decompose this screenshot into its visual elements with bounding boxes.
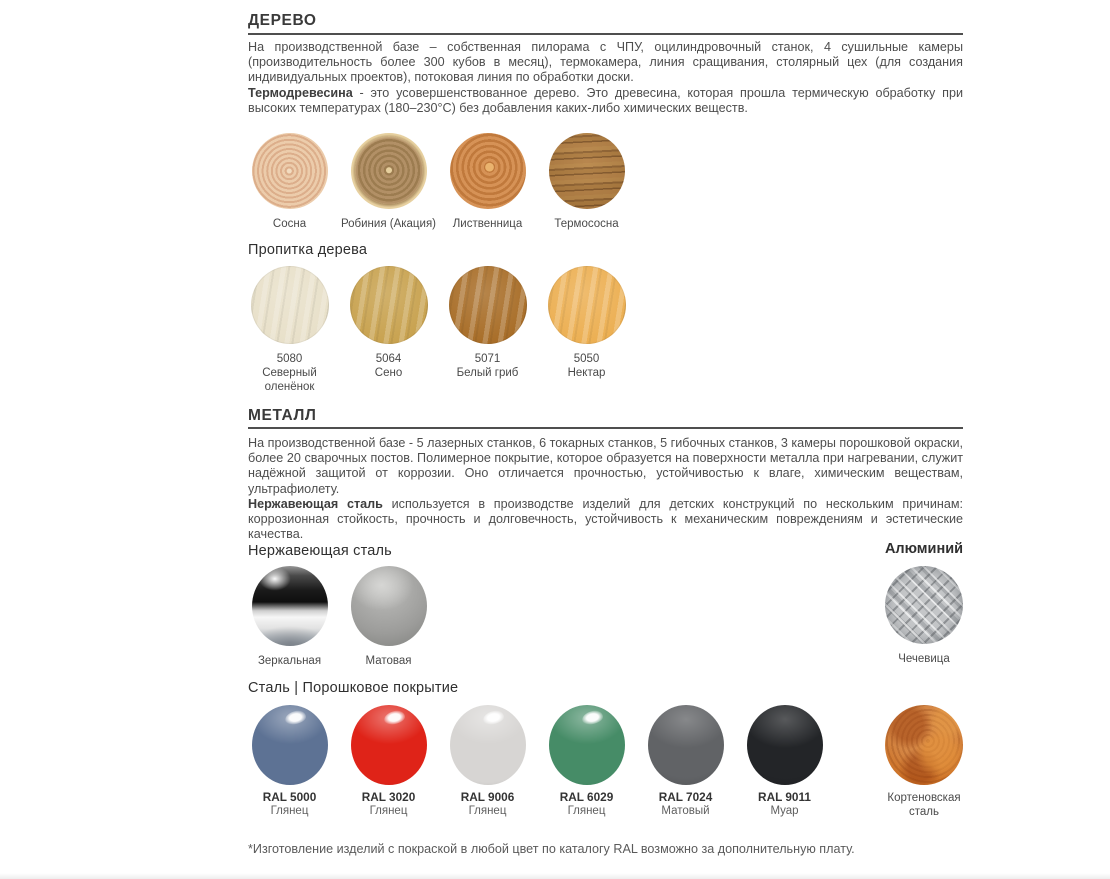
wood-species-label: Робиния (Акация): [340, 218, 436, 230]
impregnation-item: [438, 266, 537, 394]
stainless-item: [339, 566, 438, 668]
wood-intro-paragraph: На производственной базе – собственная пилорама с ЧПУ, оцилиндровочный станок, 4 сушильные камеры (производительность более 300 кубов в месяц), термокамера, линия сращивания, столярный цех (для создания индивидуальных проектов), потоковая линия по обработки доски.: [248, 40, 963, 85]
impregnation-row: [240, 266, 636, 394]
aluminum-column: [872, 541, 976, 666]
impregnation-name: Северный оленёнок: [262, 367, 317, 393]
impregnation-item: [339, 266, 438, 394]
page-bottom-edge: [0, 873, 1110, 879]
wood-species-label: Термососна: [554, 218, 619, 230]
wood-species-item: [339, 133, 438, 231]
metal-intro-block: [248, 436, 963, 542]
powder-coating-title: Сталь | Порошковое покрытие: [248, 680, 459, 696]
metal-section-divider: [248, 427, 963, 429]
ral-item: [636, 705, 735, 818]
impregnation-title: Пропитка дерева: [248, 242, 368, 258]
impregnation-swatch-5050: [548, 266, 626, 344]
ral-code: RAL 6029: [559, 790, 614, 804]
wood-intro-block: [248, 40, 963, 116]
wood-species-label: Сосна: [272, 218, 307, 230]
ral-swatch-9011: [747, 705, 823, 785]
wood-species-row: [240, 133, 636, 231]
impregnation-swatch-5080: [251, 266, 329, 344]
impregnation-code: 5080: [276, 353, 303, 365]
wood-swatch-pine: [252, 133, 328, 209]
ral-swatch-5000: [252, 705, 328, 785]
thermowood-paragraph: [248, 86, 963, 116]
impregnation-caption: [247, 352, 333, 394]
stainless-label: Матовая: [365, 655, 412, 667]
stainless-item: [240, 566, 339, 668]
ral-finish: Матовый: [661, 805, 710, 817]
stainless-swatch-mirror: [252, 566, 328, 646]
stainless-title: Нержавеющая сталь: [248, 543, 392, 559]
impregnation-item: [537, 266, 636, 394]
impregnation-code: 5050: [573, 353, 600, 365]
thermowood-text: - это усовершенствованное дерево. Это древесина, которая прошла термическую обработку при высоких температурах (180–230°C) без добавления каких-либо химических веществ.: [248, 85, 963, 115]
stainless-label: Зеркальная: [257, 655, 322, 667]
wood-species-item: [537, 133, 636, 231]
impregnation-caption: [544, 352, 630, 380]
ral-row: [240, 705, 834, 818]
impregnation-swatch-5064: [350, 266, 428, 344]
impregnation-code: 5071: [474, 353, 501, 365]
stainless-term: Нержавеющая сталь: [248, 496, 383, 511]
wood-species-item: [240, 133, 339, 231]
impregnation-item: [240, 266, 339, 394]
ral-code: RAL 5000: [262, 790, 317, 804]
aluminum-label: Чечевица: [898, 653, 950, 665]
ral-finish: Глянец: [369, 805, 408, 817]
wood-section-divider: [248, 33, 963, 35]
impregnation-caption: [346, 352, 432, 380]
ral-finish: Глянец: [468, 805, 507, 817]
wood-swatch-larch: [450, 133, 526, 209]
metal-section-title: МЕТАЛЛ: [248, 407, 317, 424]
ral-item: [339, 705, 438, 818]
ral-item: [735, 705, 834, 818]
thermowood-term: Термодревесина: [248, 85, 353, 100]
corten-label: Кортеновская сталь: [887, 792, 961, 818]
metal-intro-paragraph: На производственной базе - 5 лазерных станков, 6 токарных станков, 5 гибочных станков, 3 камеры порошковой окраски, более 20 сварочных постов. Полимерное покрытие, которое образуется на поверхности металла при нагревании, служит надёжной защитой от коррозии. Оно отличается прочностью, устойчивостью к влаге, химическим веществам, ультрафиолету.: [248, 436, 963, 496]
impregnation-caption: [445, 352, 531, 380]
corten-column: [872, 705, 976, 819]
wood-species-label: Лиственница: [452, 218, 523, 230]
wood-swatch-robinia: [351, 133, 427, 209]
ral-footnote: *Изготовление изделий с покраской в любой цвет по каталогу RAL возможно за дополнительную плату.: [248, 842, 855, 856]
stainless-row: [240, 566, 438, 668]
impregnation-name: Нектар: [567, 367, 606, 379]
stainless-text: используется в производстве изделий для детских конструкций по нескольким причинам: коррозионная стойкость, прочность и долговечность, устойчивость к механическим повреждениям и эстетические качества.: [248, 496, 963, 542]
ral-code: RAL 7024: [658, 790, 713, 804]
aluminum-swatch-lentil: [885, 566, 963, 644]
ral-finish: Муар: [770, 805, 799, 817]
impregnation-name: Белый гриб: [456, 367, 519, 379]
ral-finish: Глянец: [270, 805, 309, 817]
stainless-paragraph: [248, 497, 963, 543]
ral-swatch-3020: [351, 705, 427, 785]
ral-swatch-9006: [450, 705, 526, 785]
ral-code: RAL 9011: [758, 790, 811, 804]
ral-finish: Глянец: [567, 805, 606, 817]
ral-swatch-6029: [549, 705, 625, 785]
ral-code: RAL 3020: [361, 790, 416, 804]
ral-item: [438, 705, 537, 818]
stainless-swatch-matte: [351, 566, 427, 646]
ral-code: RAL 9006: [460, 790, 515, 804]
ral-item: [240, 705, 339, 818]
corten-swatch: [885, 705, 963, 785]
impregnation-name: Сено: [374, 367, 403, 379]
ral-item: [537, 705, 636, 818]
wood-section-title: ДЕРЕВО: [248, 12, 317, 29]
wood-swatch-thermopine: [549, 133, 625, 209]
ral-swatch-7024: [648, 705, 724, 785]
wood-species-item: [438, 133, 537, 231]
aluminum-title: Алюминий: [884, 541, 964, 557]
impregnation-code: 5064: [375, 353, 402, 365]
impregnation-swatch-5071: [449, 266, 527, 344]
